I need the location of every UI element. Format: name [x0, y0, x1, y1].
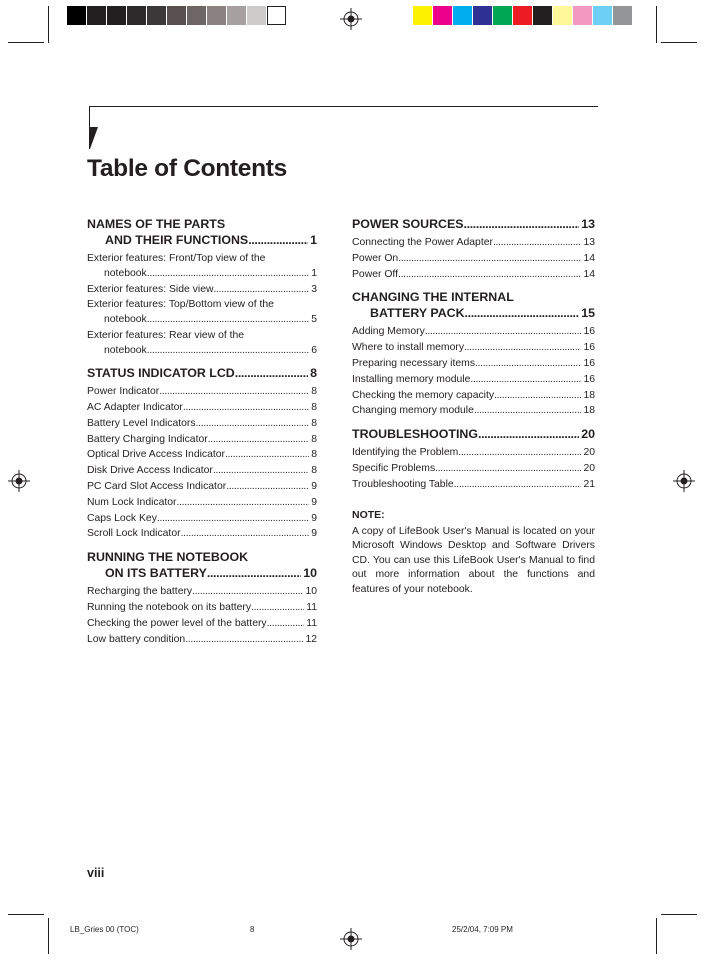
color-swatch: [473, 6, 492, 25]
entry-title: Identifying the Problem: [352, 447, 459, 459]
entry-page: 9: [311, 512, 317, 524]
toc-section-heading: [352, 216, 595, 232]
entry-page: 8: [311, 417, 317, 429]
leader-dots: [181, 526, 310, 542]
leader-dots: [475, 356, 581, 372]
toc-entry: [87, 495, 317, 511]
header-rule: [89, 106, 598, 107]
entry-page: 21: [583, 478, 595, 490]
entry-page: 11: [306, 617, 317, 629]
toc-entry: [352, 388, 595, 404]
color-swatch: [187, 6, 206, 25]
toc-entry: [352, 461, 595, 477]
section-title: ON ITS BATTERY: [105, 566, 207, 581]
toc-entry: [87, 297, 317, 328]
entry-title: Power On: [352, 252, 399, 264]
section-title: NAMES OF THE PARTS: [87, 217, 226, 231]
entry-page: 16: [583, 373, 595, 385]
toc-entry: [352, 403, 595, 419]
toc-entry: [87, 479, 317, 495]
entry-title: Exterior features: Rear view of the: [87, 329, 245, 341]
toc-entry: [87, 432, 317, 448]
entry-title: Installing memory module: [352, 373, 471, 385]
toc-entry: [87, 511, 317, 527]
entry-title: Exterior features: Top/Bottom view of the: [87, 299, 274, 311]
leader-dots: [183, 400, 309, 416]
toc-section-heading: [87, 365, 317, 381]
color-swatch: [493, 6, 512, 25]
toc-entry: [87, 616, 317, 632]
toc-entry: [352, 267, 595, 283]
entry-title: Running the notebook on its battery: [87, 602, 252, 614]
toc-left-column: [87, 216, 317, 647]
entry-title: Battery Charging Indicator: [87, 433, 208, 445]
color-swatch: [413, 6, 432, 25]
toc-entry: [87, 584, 317, 600]
color-swatch: [453, 6, 472, 25]
entry-page: 10: [305, 586, 317, 598]
section-title: AND THEIR FUNCTIONS: [105, 233, 249, 247]
entry-page: 13: [583, 237, 595, 248]
color-swatch: [227, 6, 246, 25]
color-swatch: [553, 6, 572, 25]
entry-page: 14: [583, 268, 595, 280]
color-swatch: [147, 6, 166, 25]
entry-title: Connecting the Power Adapter: [352, 237, 493, 248]
entry-title: Num Lock Indicator: [87, 496, 177, 508]
toc-entry: [87, 632, 317, 648]
process-color-bar: [413, 6, 633, 25]
slug-filename: LB_Gries 00 (TOC): [70, 925, 139, 934]
leader-dots: [213, 282, 309, 298]
leader-dots: [464, 340, 581, 356]
toc-entry: [87, 463, 317, 479]
entry-title: notebook: [104, 344, 147, 356]
note-body: A copy of LifeBook User's Manual is located on your Microsoft Windows Desktop and Software Drivers CD. You can use this LifeBook User's Manual to find out more information about the functions and features of your notebook.: [352, 525, 595, 595]
leader-dots: [196, 416, 310, 432]
entry-title: Scroll Lock Indicator: [87, 528, 181, 540]
section-page: 1: [310, 233, 317, 247]
toc-section-heading: [87, 549, 317, 581]
toc-entry: [87, 526, 317, 542]
entry-page: 1: [311, 268, 317, 279]
color-swatch: [167, 6, 186, 25]
entry-page: 12: [305, 633, 317, 645]
section-page: 10: [303, 566, 317, 581]
entry-title: AC Adapter Indicator: [87, 402, 183, 414]
leader-dots: [478, 426, 579, 442]
section-page: 15: [581, 306, 595, 321]
entry-title: PC Card Slot Access Indicator: [87, 481, 227, 493]
note-heading: NOTE:: [352, 508, 385, 521]
entry-page: 20: [583, 447, 595, 459]
entry-title: notebook: [104, 314, 147, 326]
color-swatch: [267, 6, 286, 25]
toc-entry: [87, 416, 317, 432]
section-title: POWER SOURCES: [352, 217, 464, 231]
toc-entry: [352, 235, 595, 251]
entry-page: 8: [311, 386, 317, 398]
registration-mark-icon: [340, 928, 362, 950]
toc-entry: [352, 251, 595, 267]
leader-dots: [147, 312, 309, 328]
toc-section-heading: [352, 289, 595, 321]
entry-page: 8: [311, 465, 317, 477]
toc-entry: [352, 356, 595, 372]
entry-page: 8: [311, 402, 317, 414]
entry-page: 9: [311, 496, 317, 508]
entry-title: Low battery condition: [87, 633, 186, 645]
toc-entry: [87, 384, 317, 400]
leader-dots: [470, 372, 581, 388]
registration-mark-icon: [673, 470, 695, 492]
section-title-row: [352, 216, 595, 232]
toc-section-heading: [87, 216, 317, 248]
entry-title: Checking the power level of the battery: [87, 617, 267, 629]
entry-page: 11: [306, 602, 317, 614]
entry-page: 18: [583, 389, 595, 401]
color-swatch: [593, 6, 612, 25]
toc-right-column: [352, 216, 595, 598]
leader-dots: [435, 461, 581, 477]
section-title: CHANGING THE INTERNAL: [352, 290, 514, 305]
entry-title-row: [87, 312, 317, 328]
toc-section-heading: [352, 426, 595, 442]
leader-dots: [192, 584, 303, 600]
leader-dots: [157, 511, 309, 527]
leader-dots: [494, 388, 581, 404]
entry-title: Power Indicator: [87, 386, 160, 398]
entry-title: Exterior features: Side view: [87, 283, 214, 295]
leader-dots: [398, 267, 581, 283]
entry-page: 18: [583, 405, 595, 417]
section-page: 8: [310, 366, 317, 381]
entry-page: 14: [583, 252, 595, 264]
entry-page: 6: [311, 344, 317, 356]
entry-page: 9: [311, 528, 317, 540]
color-swatch: [433, 6, 452, 25]
entry-title: Optical Drive Access Indicator: [87, 449, 226, 461]
entry-page: 20: [583, 462, 595, 474]
leader-dots: [251, 600, 304, 616]
leader-dots: [213, 463, 309, 479]
page-title: Table of Contents: [87, 155, 287, 182]
grayscale-color-bar: [67, 6, 287, 25]
slug-date: 25/2/04, 7:09 PM: [452, 925, 513, 934]
leader-dots: [465, 305, 580, 321]
leader-dots: [464, 216, 580, 232]
color-swatch: [87, 6, 106, 25]
entry-page: 16: [583, 326, 595, 338]
color-swatch: [513, 6, 532, 25]
slug-page: 8: [250, 925, 255, 934]
color-swatch: [533, 6, 552, 25]
section-title-row: [352, 305, 595, 321]
color-swatch: [127, 6, 146, 25]
entry-page: 3: [311, 283, 317, 295]
section-page: 20: [581, 427, 595, 442]
leader-dots: [208, 432, 310, 448]
leader-dots: [185, 632, 303, 648]
section-page: 13: [581, 217, 595, 231]
entry-title: Specific Problems: [352, 462, 436, 474]
section-title: BATTERY PACK: [370, 306, 465, 321]
section-title: TROUBLESHOOTING: [352, 427, 478, 442]
leader-dots: [493, 235, 581, 251]
entry-title: Power Off: [352, 268, 399, 280]
color-swatch: [613, 6, 632, 25]
color-swatch: [107, 6, 126, 25]
toc-entry: [352, 324, 595, 340]
entry-title: Preparing necessary items: [352, 357, 476, 369]
entry-title: Caps Lock Key: [87, 512, 157, 524]
section-title: RUNNING THE NOTEBOOK: [87, 550, 249, 565]
color-swatch: [247, 6, 266, 25]
leader-dots: [425, 324, 582, 340]
registration-mark-icon: [340, 8, 362, 30]
color-swatch: [67, 6, 86, 25]
page-number: viii: [87, 866, 105, 880]
entry-title: Exterior features: Front/Top view of the: [87, 253, 266, 264]
entry-title: Recharging the battery: [87, 586, 193, 598]
section-title-row: [87, 565, 317, 581]
entry-page: 16: [583, 342, 595, 354]
leader-dots: [474, 403, 582, 419]
entry-page: 16: [583, 357, 595, 369]
leader-dots: [177, 495, 310, 511]
entry-page: 5: [311, 314, 317, 326]
toc-entry: [352, 340, 595, 356]
entry-title: Checking the memory capacity: [352, 389, 495, 401]
leader-dots: [207, 565, 301, 581]
entry-title: Disk Drive Access Indicator: [87, 465, 213, 477]
entry-title: Battery Level Indicators: [87, 417, 196, 429]
toc-entry: [352, 477, 595, 493]
entry-title: notebook: [104, 268, 147, 279]
section-title-row: [352, 426, 595, 442]
toc-entry: [352, 372, 595, 388]
entry-title-row: [87, 343, 317, 359]
entry-title: Adding Memory: [352, 326, 425, 338]
section-title-row: [87, 232, 317, 248]
leader-dots: [235, 365, 308, 381]
leader-dots: [226, 479, 309, 495]
leader-dots: [147, 343, 309, 359]
toc-entry: [352, 445, 595, 461]
section-title: STATUS INDICATOR LCD: [87, 366, 235, 381]
toc-entry: [87, 251, 317, 282]
leader-dots: [159, 384, 309, 400]
leader-dots: [225, 447, 309, 463]
registration-mark-icon: [8, 470, 30, 492]
leader-dots: [267, 616, 305, 632]
toc-entry: [87, 447, 317, 463]
entry-page: 8: [311, 433, 317, 445]
entry-title-row: [87, 266, 317, 282]
entry-title: Troubleshooting Table: [352, 478, 454, 490]
header-wedge-icon: [89, 127, 98, 149]
toc-entry: [87, 400, 317, 416]
entry-page: 9: [311, 481, 317, 493]
entry-page: 8: [311, 449, 317, 461]
leader-dots: [398, 251, 581, 267]
leader-dots: [458, 445, 581, 461]
color-swatch: [207, 6, 226, 25]
toc-entry: [87, 328, 317, 359]
entry-title: Changing memory module: [352, 405, 474, 417]
entry-title: Where to install memory: [352, 342, 465, 354]
toc-entry: [87, 282, 317, 298]
leader-dots: [147, 266, 309, 282]
leader-dots: [248, 232, 308, 248]
color-swatch: [573, 6, 592, 25]
leader-dots: [454, 477, 582, 493]
toc-entry: [87, 600, 317, 616]
section-title-row: [87, 365, 317, 381]
